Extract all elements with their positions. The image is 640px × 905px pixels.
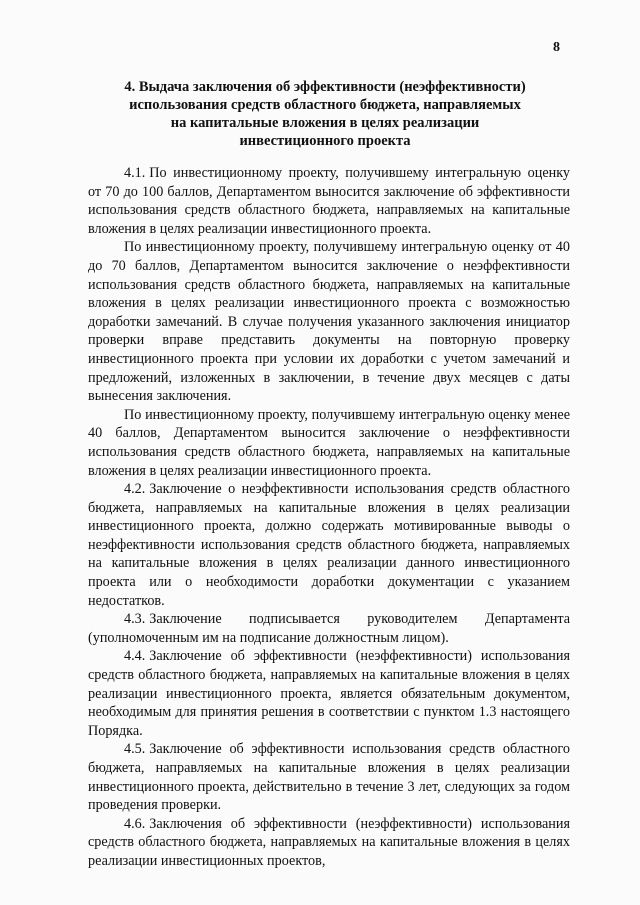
paragraph-number: 4.2. xyxy=(124,481,146,498)
section-heading-line: на капитальные вложения в целях реализации xyxy=(170,115,480,131)
paragraph-text: По инвестиционному проекту, получившему интегральную оценку менее 40 баллов, Департаментом выносится заключение о неэффективности использования средств областного бюджета, направляемых на капитальные вложения в целях реализации инвестиционного проекта. xyxy=(88,406,570,479)
paragraph-text: Заключения об эффективности (неэффективности) использования средств областного бюджета, направляемых на капитальные вложения в целях реализации инвестиционных проектов, xyxy=(88,815,570,869)
paragraph-text: Заключение об эффективности (неэффективности) использования средств областного бюджета, направляемых на капитальные вложения в целях реализации инвестиционного проекта, является обязательным документом, необходимым для принятия решения в соответствии с пунктом 1.3 настоящего Порядка. xyxy=(88,648,570,739)
paragraph-4-1 xyxy=(88,164,570,238)
paragraph-4-6 xyxy=(88,815,570,871)
paragraph-text: Заключение подписывается руководителем Департамента (уполномоченным им на подписание должностным лицом). xyxy=(88,611,570,646)
document-body xyxy=(88,164,570,871)
section-heading-line: 4. Выдача заключения об эффективности (неэффективности) xyxy=(124,79,526,95)
paragraph-4-5 xyxy=(88,740,570,814)
paragraph-number: 4.4. xyxy=(124,648,146,665)
paragraph-text: Заключение об эффективности использования средств областного бюджета, направляемых на капитальные вложения в целях реализации инвестиционного проекта, действительно в течение 3 лет, следующих за годом проведения проверки. xyxy=(88,741,570,814)
section-heading-line: использования средств областного бюджета, направляемых xyxy=(129,97,521,113)
paragraph-text: По инвестиционному проекту, получившему интегральную оценку от 70 до 100 баллов, Департаментом выносится заключение об эффективности использования средств областного бюджета, направляемых на капитальные вложения в целях реализации инвестиционного проекта. xyxy=(88,165,570,237)
paragraph-number: 4.3. xyxy=(124,611,146,628)
page-number: 8 xyxy=(553,40,560,55)
paragraph-number: 4.6. xyxy=(124,815,146,832)
paragraph-4-1-b xyxy=(88,238,570,405)
paragraph-number: 4.1. xyxy=(124,165,146,181)
paragraph-text: Заключение о неэффективности использования средств областного бюджета, направляемых на капитальные вложения в целях реализации инвестиционного проекта, должно содержать мотивированные выводы о неэффективности использования средств областного бюджета, направляемых на капитальные вложения в целях реализации данного инвестиционного проекта или о необходимости доработки документации с указанием недостатков. xyxy=(88,481,570,609)
paragraph-4-1-c xyxy=(88,406,570,480)
section-heading xyxy=(78,78,572,150)
section-heading-line: инвестиционного проекта xyxy=(239,133,411,149)
paragraph-number: 4.5. xyxy=(124,741,146,758)
paragraph-4-3 xyxy=(88,610,570,647)
paragraph-text: По инвестиционному проекту, получившему интегральную оценку от 40 до 70 баллов, Департаментом выносится заключение о неэффективности использования средств областного бюджета, направляемых на капитальные вложения в целях реализации инвестиционного проекта с возможностью доработки замечаний. В случае получения указанного заключения инициатор проверки вправе представить документы на повторную проверку инвестиционного проекта при условии их доработки с учетом замечаний и предложений, изложенных в заключении, в течение двух месяцев с даты вынесения заключения. xyxy=(88,239,570,405)
paragraph-4-2 xyxy=(88,480,570,610)
paragraph-4-4 xyxy=(88,647,570,740)
